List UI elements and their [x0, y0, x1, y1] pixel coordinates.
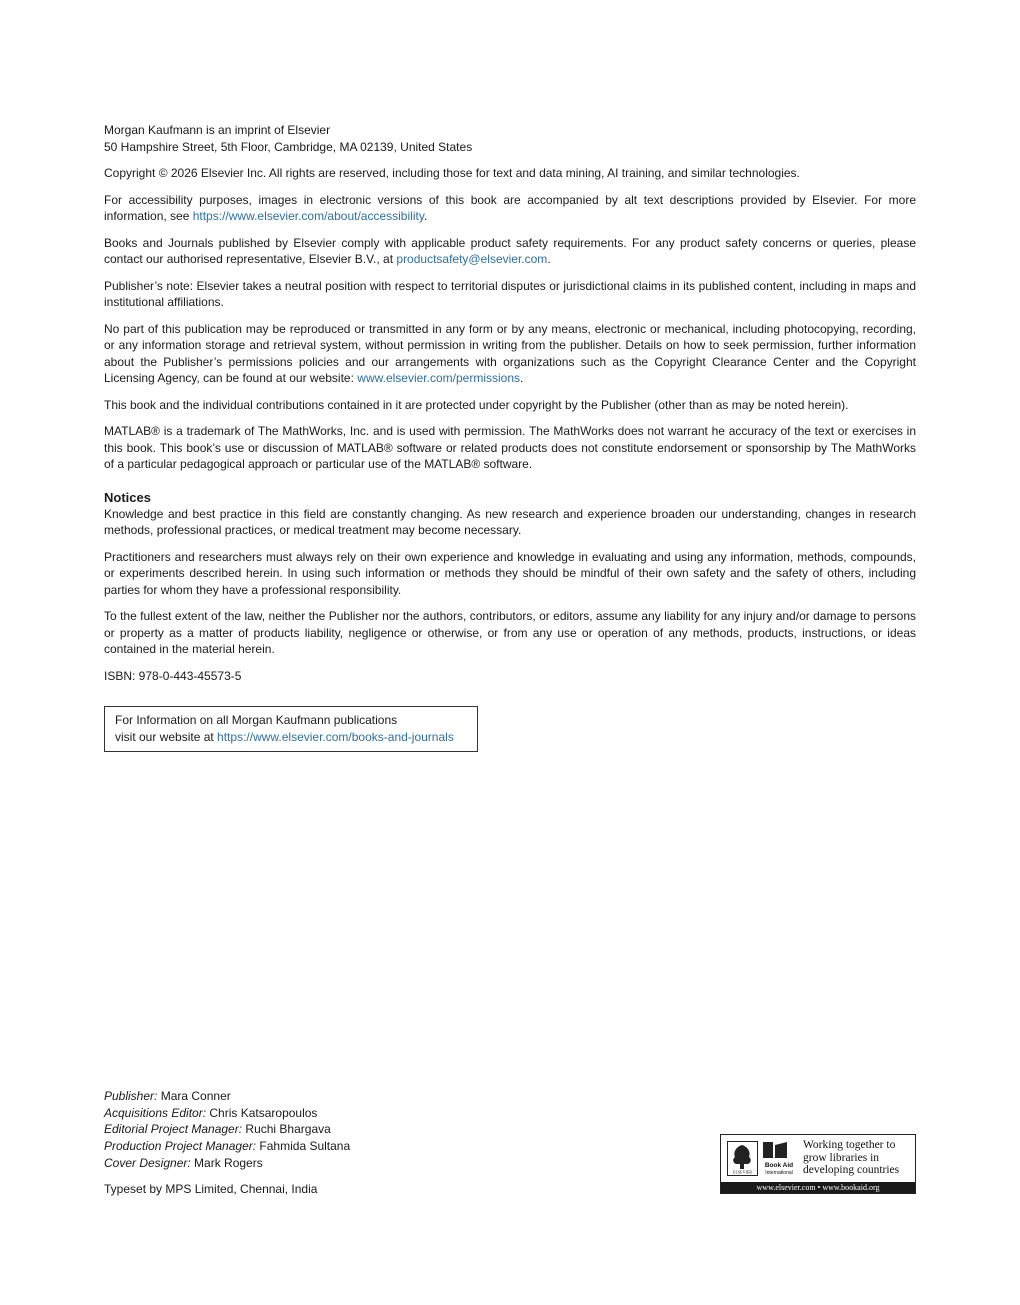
permissions-note [104, 321, 916, 387]
credit-name: Mara Conner [157, 1089, 231, 1103]
credit-publisher [104, 1088, 350, 1105]
accessibility-end: . [423, 209, 428, 223]
book-aid-tagline: Working together to grow libraries in developing countries [803, 1139, 900, 1176]
notices-paragraph-1: Knowledge and best practice in this field are constantly changing. As new research and experience broaden our understanding, changes in research methods, professional practices, or medical treatment may become necessary. [104, 506, 916, 537]
credit-role: Editorial Project Manager: [104, 1122, 243, 1137]
publisher-note: Publisher’s note: Elsevier takes a neutral position with respect to territorial disputes or jurisdictional claims in its published content, including in maps and institutional affiliations. [104, 278, 916, 309]
notices-paragraph-2: Practitioners and researchers must always rely on their own experience and knowledge in evaluating and using any information, methods, compounds, or experiments described herein. In using such information or methods they should be mindful of their own safety and the safety of others, including parties for whom they have a professional responsibility. [104, 549, 916, 597]
credit-acquisitions-editor [104, 1105, 350, 1122]
credit-role: Production Project Manager: [104, 1139, 257, 1154]
copyright-page-body [104, 122, 916, 694]
infobox-line-2 [115, 729, 467, 746]
infobox-line-1: For Information on all Morgan Kaufmann publications [115, 713, 398, 727]
credit-production-pm [104, 1138, 350, 1155]
credit-role: Cover Designer: [104, 1155, 191, 1170]
typeset-note: Typeset by MPS Limited, Chennai, India [104, 1182, 318, 1196]
notices-paragraph-3: To the fullest extent of the law, neither the Publisher nor the authors, contributors, or editors, assume any liability for any injury and/or damage to persons or property as a matter of products liability, negligence or otherwise, or from any use or operation of any methods, products, instructions, or ideas contained in the material herein. [104, 609, 916, 656]
credit-name: Ruchi Bhargava [242, 1122, 331, 1137]
publications-info-box [104, 706, 478, 752]
product-safety-note [104, 235, 916, 268]
accessibility-text: For accessibility purposes, images in electronic versions of this book are accompanied by alt text descriptions provided by Elsevier. For more information, see [104, 192, 916, 223]
safety-text: Books and Journals published by Elsevier comply with applicable product safety requirements. For any product safety concerns or queries, please contact our authorised representative, Elsevier B.V., at [104, 235, 916, 266]
matlab-note: MATLAB® is a trademark of The MathWorks, Inc. and is used with permission. The MathWorks does not warrant he accuracy of the text or exercises in this book. This book’s use or discussion of MATLAB® software or related products does not constitute endorsement or sponsorship by The MathWorks of a particular pedagogical approach or particular use of the MATLAB® software. [104, 424, 916, 471]
credit-cover-designer [104, 1155, 350, 1172]
accessibility-link[interactable]: https://www.elsevier.com/about/accessibility [192, 209, 424, 223]
permissions-link[interactable]: www.elsevier.com/permissions [357, 371, 520, 385]
credit-name: Chris Katsaropoulos [206, 1105, 318, 1120]
permissions-end: . [520, 371, 524, 385]
notices-heading: Notices [104, 489, 151, 505]
protected-note: This book and the individual contributions contained in it are protected under copyright by the Publisher (other than as may be noted herein). [104, 397, 849, 412]
book-aid-urls: www.elsevier.com • www.bookaid.org [721, 1182, 915, 1193]
logo-left-text: ELSEVIER [733, 1169, 752, 1175]
copyright-notice: Copyright © 2026 Elsevier Inc. All rights are reserved, including those for text and data mining, AI training, and similar technologies. [104, 166, 800, 180]
imprint-line: Morgan Kaufmann is an imprint of Elsevier [104, 123, 331, 137]
credit-editorial-pm [104, 1121, 350, 1138]
svg-text:Book Aid: Book Aid [764, 1162, 794, 1169]
accessibility-note [104, 192, 916, 225]
safety-end: . [547, 252, 551, 266]
svg-text:International: International [765, 1170, 793, 1176]
elsevier-bookaid-logos-icon [727, 1141, 799, 1177]
production-credits [104, 1088, 350, 1172]
permissions-text: No part of this publication may be reproduced or transmitted in any form or by any means, electronic or mechanical, including photocopying, recording, or any information storage and retrieval system, without permission in writing from the publisher. Details on how to seek permission, further information about the Publisher’s permissions policies and our arrangements with organizations such as the Copyright Clearance Center and the Copyright Licensing Agency, can be found at our website: [104, 321, 916, 385]
credit-role: Publisher: [104, 1089, 158, 1103]
credit-name: Mark Rogers [190, 1155, 263, 1170]
safety-email-link[interactable]: productsafety@elsevier.com [396, 252, 548, 266]
credit-role: Acquisitions Editor: [104, 1105, 207, 1120]
credit-name: Fahmida Sultana [256, 1139, 351, 1154]
books-journals-link[interactable]: https://www.elsevier.com/books-and-journals [217, 730, 454, 744]
imprint-address: 50 Hampshire Street, 5th Floor, Cambridge, MA 02139, United States [104, 139, 473, 154]
infobox-text: visit our website at [115, 730, 218, 744]
book-aid-badge [720, 1134, 916, 1194]
isbn: ISBN: 978-0-443-45573-5 [104, 668, 242, 683]
